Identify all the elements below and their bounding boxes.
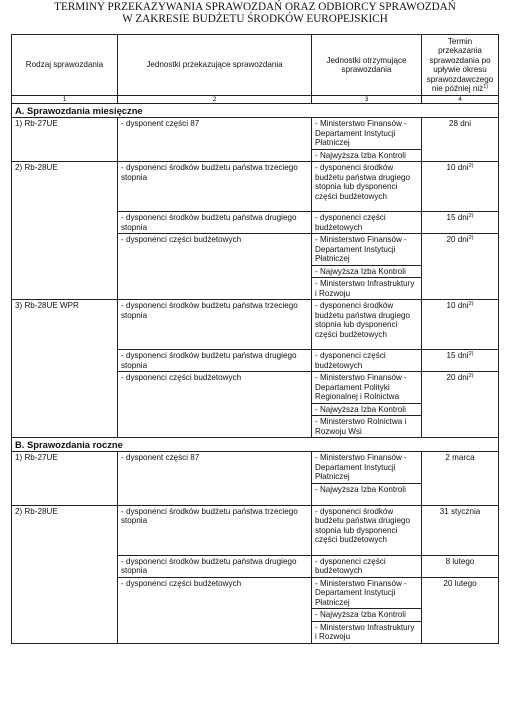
deadline: 20 lutego <box>422 577 499 643</box>
recipient: - Ministerstwo Finansów - Departament Polityki Regionalnej i Rolnictwa <box>312 372 422 404</box>
recipient: - Najwyższa Izba Kontroli <box>312 265 422 278</box>
deadline: 15 dni$^{2)}$ <box>422 212 499 234</box>
deadline: 2 marca <box>422 452 499 506</box>
deadline: 10 dni$^{2)}$ <box>422 300 499 350</box>
column-number-4: 4 <box>422 96 499 104</box>
recipient: - dysponenci środków budżetu państwa drugiego stopnia lub dysponenci części budżetowych <box>312 162 422 212</box>
sender: - dysponenci części budżetowych <box>118 577 312 643</box>
table-row <box>12 162 499 212</box>
recipient: - dysponenci środków budżetu państwa drugiego stopnia lub dysponenci części budżetowych <box>312 300 422 350</box>
table-row <box>12 300 499 350</box>
deadline: 20 dni$^{2)}$ <box>422 372 499 438</box>
report-type: 1) Rb-27UE <box>12 452 118 506</box>
header-row <box>12 35 499 96</box>
header-deadline: Termin przekazania sprawozdania po upływie okresu sprawozdawczego nie później niż$^{1)}$ <box>422 35 499 96</box>
deadline: 8 lutego <box>422 555 499 577</box>
recipient: - dysponenci środków budżetu państwa drugiego stopnia lub dysponenci części budżetowych <box>312 505 422 555</box>
recipient: - Najwyższa Izba Kontroli <box>312 609 422 622</box>
document-title <box>0 0 510 25</box>
column-number-1: 1 <box>12 96 118 104</box>
sender: - dysponenci środków budżetu państwa drugiego stopnia <box>118 555 312 577</box>
deadline: 15 dni$^{2)}$ <box>422 350 499 372</box>
section-b-title: B. Sprawozdania roczne <box>12 438 499 452</box>
section-b-row <box>12 438 499 452</box>
title-line-2: W ZAKRESIE BUDŻETU ŚRODKÓW EUROPEJSKICH <box>122 12 388 25</box>
sender: - dysponenci części budżetowych <box>118 372 312 438</box>
title-line-1: TERMINY PRZEKAZYWANIA SPRAWOZDAŃ ORAZ ODBIORCY SPRAWOZDAŃ <box>54 1 456 13</box>
deadline: 31 stycznia <box>422 505 499 555</box>
recipient: - Ministerstwo Infrastruktury i Rozwoju <box>312 621 422 643</box>
recipient: - Najwyższa Izba Kontroli <box>312 149 422 162</box>
sender: - dysponent części 87 <box>118 118 312 162</box>
recipient: - dysponenci części budżetowych <box>312 555 422 577</box>
reports-table <box>11 34 499 644</box>
sender: - dysponenci środków budżetu państwa trzeciego stopnia <box>118 300 312 350</box>
deadline: 10 dni$^{2)}$ <box>422 162 499 212</box>
sender: - dysponenci środków budżetu państwa trzeciego stopnia <box>118 505 312 555</box>
header-recipients: Jednostki otrzymujące sprawozdania <box>312 35 422 96</box>
deadline: 20 dni$^{2)}$ <box>422 234 499 300</box>
recipient: - Najwyższa Izba Kontroli <box>312 403 422 416</box>
sender: - dysponenci części budżetowych <box>118 234 312 300</box>
recipient: - Ministerstwo Finansów - Departament Instytucji Płatniczej <box>312 234 422 266</box>
section-a-title: A. Sprawozdania miesięczne <box>12 104 499 118</box>
recipient: - Ministerstwo Finansów - Departament Instytucji Płatniczej <box>312 452 422 484</box>
section-a-row <box>12 104 499 118</box>
table-row <box>12 118 499 150</box>
table-row <box>12 505 499 555</box>
column-number-3: 3 <box>312 96 422 104</box>
recipient: - Ministerstwo Rolnictwa i Rozwoju Wsi <box>312 416 422 438</box>
deadline: 28 dni <box>422 118 499 162</box>
recipient: - dysponenci części budżetowych <box>312 212 422 234</box>
column-number-2: 2 <box>118 96 312 104</box>
recipient: - dysponenci części budżetowych <box>312 350 422 372</box>
header-report-type: Rodzaj sprawozdania <box>12 35 118 96</box>
recipient: - Ministerstwo Finansów - Departament Instytucji Płatniczej <box>312 118 422 150</box>
sender: - dysponenci środków budżetu państwa drugiego stopnia <box>118 212 312 234</box>
report-type: 3) Rb-28UE WPR <box>12 300 118 438</box>
header-senders: Jednostki przekazujące sprawozdania <box>118 35 312 96</box>
report-type: 2) Rb-28UE <box>12 162 118 300</box>
report-type: 1) Rb-27UE <box>12 118 118 162</box>
sender: - dysponenci środków budżetu państwa drugiego stopnia <box>118 350 312 372</box>
report-type: 2) Rb-28UE <box>12 505 118 643</box>
sender: - dysponent części 87 <box>118 452 312 506</box>
recipient: - Najwyższa Izba Kontroli <box>312 483 422 505</box>
sender: - dysponenci środków budżetu państwa trzeciego stopnia <box>118 162 312 212</box>
column-number-row <box>12 96 499 104</box>
recipient: - Ministerstwo Finansów - Departament Instytucji Płatniczej <box>312 577 422 609</box>
table-row <box>12 452 499 484</box>
recipient: - Ministerstwo Infrastruktury i Rozwoju <box>312 278 422 300</box>
